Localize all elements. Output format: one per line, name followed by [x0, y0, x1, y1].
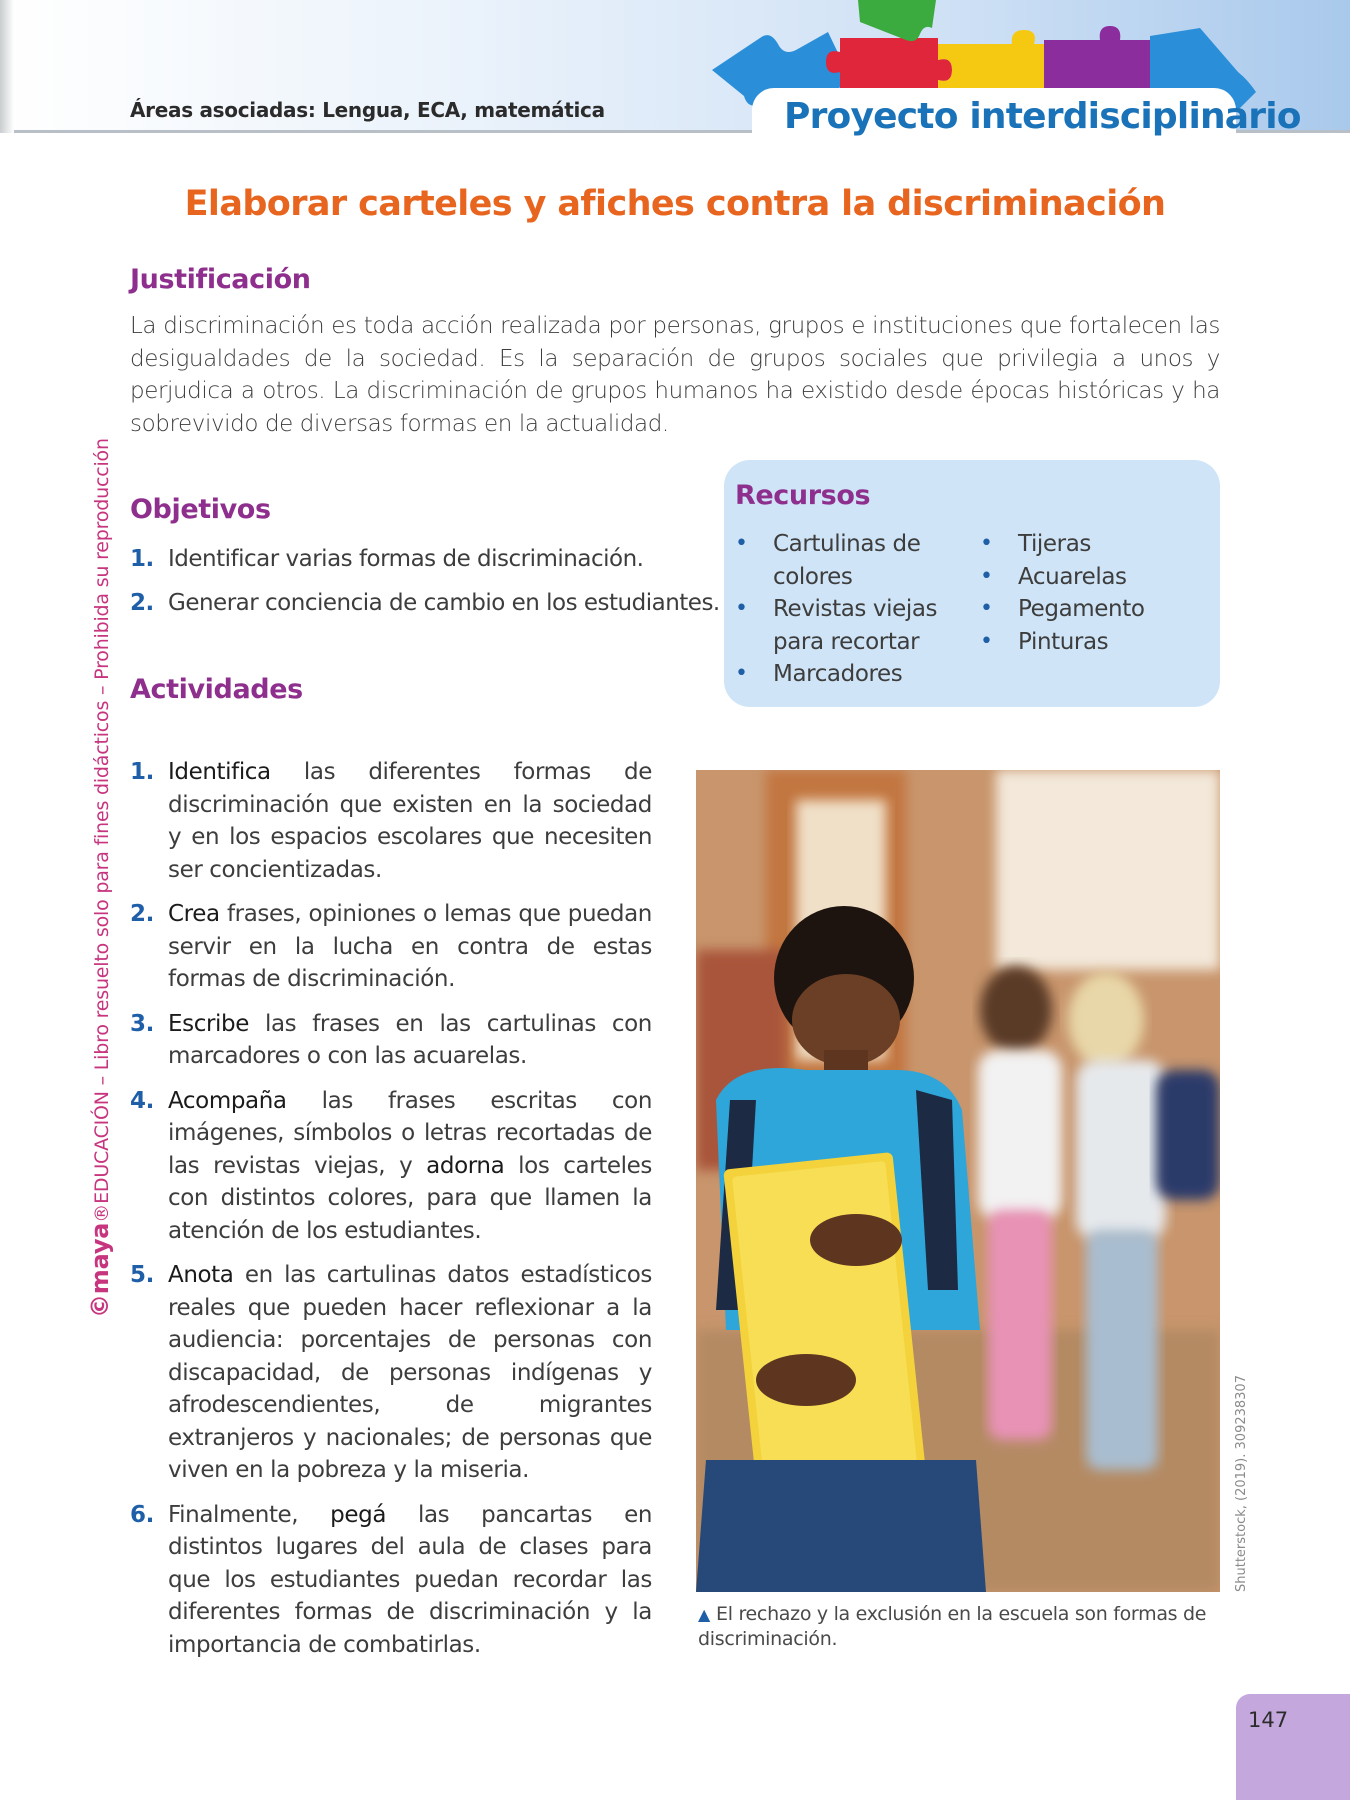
- justification-heading: Justificación: [130, 264, 311, 295]
- activity-verb: pegá: [330, 1501, 387, 1528]
- activity-verb: Escribe: [168, 1010, 249, 1037]
- brand-logo-text: ©maya: [86, 1222, 114, 1318]
- objective-text: Generar conciencia de cambio en los estudiantes.: [168, 590, 720, 616]
- page-number: 147: [1248, 1708, 1289, 1732]
- photo-caption: [698, 1602, 1218, 1651]
- resource-item: • Marcadores: [735, 658, 965, 691]
- objective-text: Identificar varias formas de discriminación.: [168, 546, 644, 572]
- bullet-icon: •: [980, 531, 993, 556]
- copyright-text: ®EDUCACIÓN – Libro resuelto solo para fines didácticos – Prohibida su reproducción: [91, 438, 113, 1223]
- bullet-icon: •: [980, 596, 993, 621]
- green-puzzle-piece: [858, 0, 936, 41]
- purple-puzzle-piece: [1044, 26, 1150, 88]
- red-puzzle-piece: [826, 38, 952, 88]
- resource-item: • Cartulinas de colores: [735, 528, 965, 593]
- activity-item: 6. Finalmente, pegá las pancartas en distintos lugares del aula de clases para que los estudiantes puedan recordar las diferentes formas de discriminación y la importancia de combatirlas.: [130, 1501, 653, 1658]
- resource-item: • Revistas viejas para recortar: [735, 593, 965, 658]
- resources-heading: Recursos: [735, 480, 871, 511]
- objectives-list: [130, 544, 720, 632]
- caption-text: El rechazo y la exclusión en la escuela son formas de discriminación.: [698, 1603, 1207, 1650]
- justification-body: La discriminación es toda acción realizada por personas, grupos e instituciones que fortalecen las desigualdades de la sociedad. Es la separación de grupos sociales que privilegia a unos y perjudica a otros. La discriminación de grupos humanos ha existido desde épocas históricas y ha sobrevivido de diversas formas en la actualidad.: [130, 313, 1220, 437]
- activity-item: 1. Identifica las diferentes formas de discriminación que existen en la sociedad y en los espacios escolares que necesiten ser concientizadas.: [130, 759, 652, 883]
- resources-list-col2: [980, 528, 1200, 658]
- school-exclusion-photo: [696, 770, 1220, 1592]
- bullet-icon: •: [980, 628, 993, 654]
- resource-item: • Pinturas: [980, 626, 1200, 659]
- resource-item: • Acuarelas: [980, 561, 1200, 594]
- copyright-side-note: [86, 438, 116, 1318]
- objective-number: 2.: [130, 590, 154, 616]
- bullet-icon: •: [735, 596, 748, 621]
- photo-illustration: [696, 770, 1220, 1592]
- associated-areas: Áreas asociadas: Lengua, ECA, matemática: [130, 98, 605, 122]
- resource-item: • Tijeras: [980, 528, 1200, 561]
- activity-verb: Identifica: [168, 759, 271, 785]
- activity-verb: adorna: [426, 1152, 505, 1179]
- resource-item: • Pegamento: [980, 593, 1200, 626]
- bullet-icon: •: [980, 563, 993, 589]
- activity-verb: Anota: [168, 1262, 234, 1288]
- objective-item: [130, 588, 720, 618]
- activity-item: 3. Escribe las frases en las cartulinas con marcadores o con las acuarelas.: [130, 1010, 652, 1069]
- yellow-puzzle-piece: [938, 30, 1044, 88]
- bullet-icon: •: [735, 531, 748, 556]
- project-title: Proyecto interdisciplinario: [784, 96, 1301, 137]
- resources-list-col1: [735, 528, 965, 691]
- triangle-marker-icon: ▲: [698, 1605, 711, 1624]
- photo-credit: Shutterstock, (2019). 309238307: [1234, 1375, 1249, 1592]
- activity-verb: Acompaña: [168, 1087, 287, 1114]
- activities-heading: Actividades: [130, 674, 303, 705]
- bullet-icon: •: [735, 661, 748, 686]
- page-title: Elaborar carteles y afiches contra la discriminación: [184, 184, 1166, 224]
- objective-item: [130, 544, 720, 574]
- objectives-heading: Objetivos: [130, 494, 271, 525]
- activity-item: 5. Anota en las cartulinas datos estadísticos reales que pueden hacer reflexionar a la audiencia: porcentajes de personas con discapacidad, de personas indígenas y afrodescendientes, de migrantes extranjeros y nacionales; de personas que viven en la pobreza y la miseria.: [130, 1262, 652, 1483]
- activities-list: [130, 756, 652, 1673]
- page-fold-shadow: [0, 0, 14, 133]
- objective-number: 1.: [130, 546, 154, 572]
- activity-item: 2. Crea frases, opiniones o lemas que puedan servir en la lucha en contra de estas formas de discriminación.: [130, 901, 652, 992]
- activity-verb: Crea: [168, 901, 220, 927]
- activity-item: 4. Acompaña las frases escritas con imágenes, símbolos o letras recortadas de las revistas viejas, y adorna los carteles con distintos colores, para que llamen la atención de los estudiantes.: [130, 1087, 652, 1244]
